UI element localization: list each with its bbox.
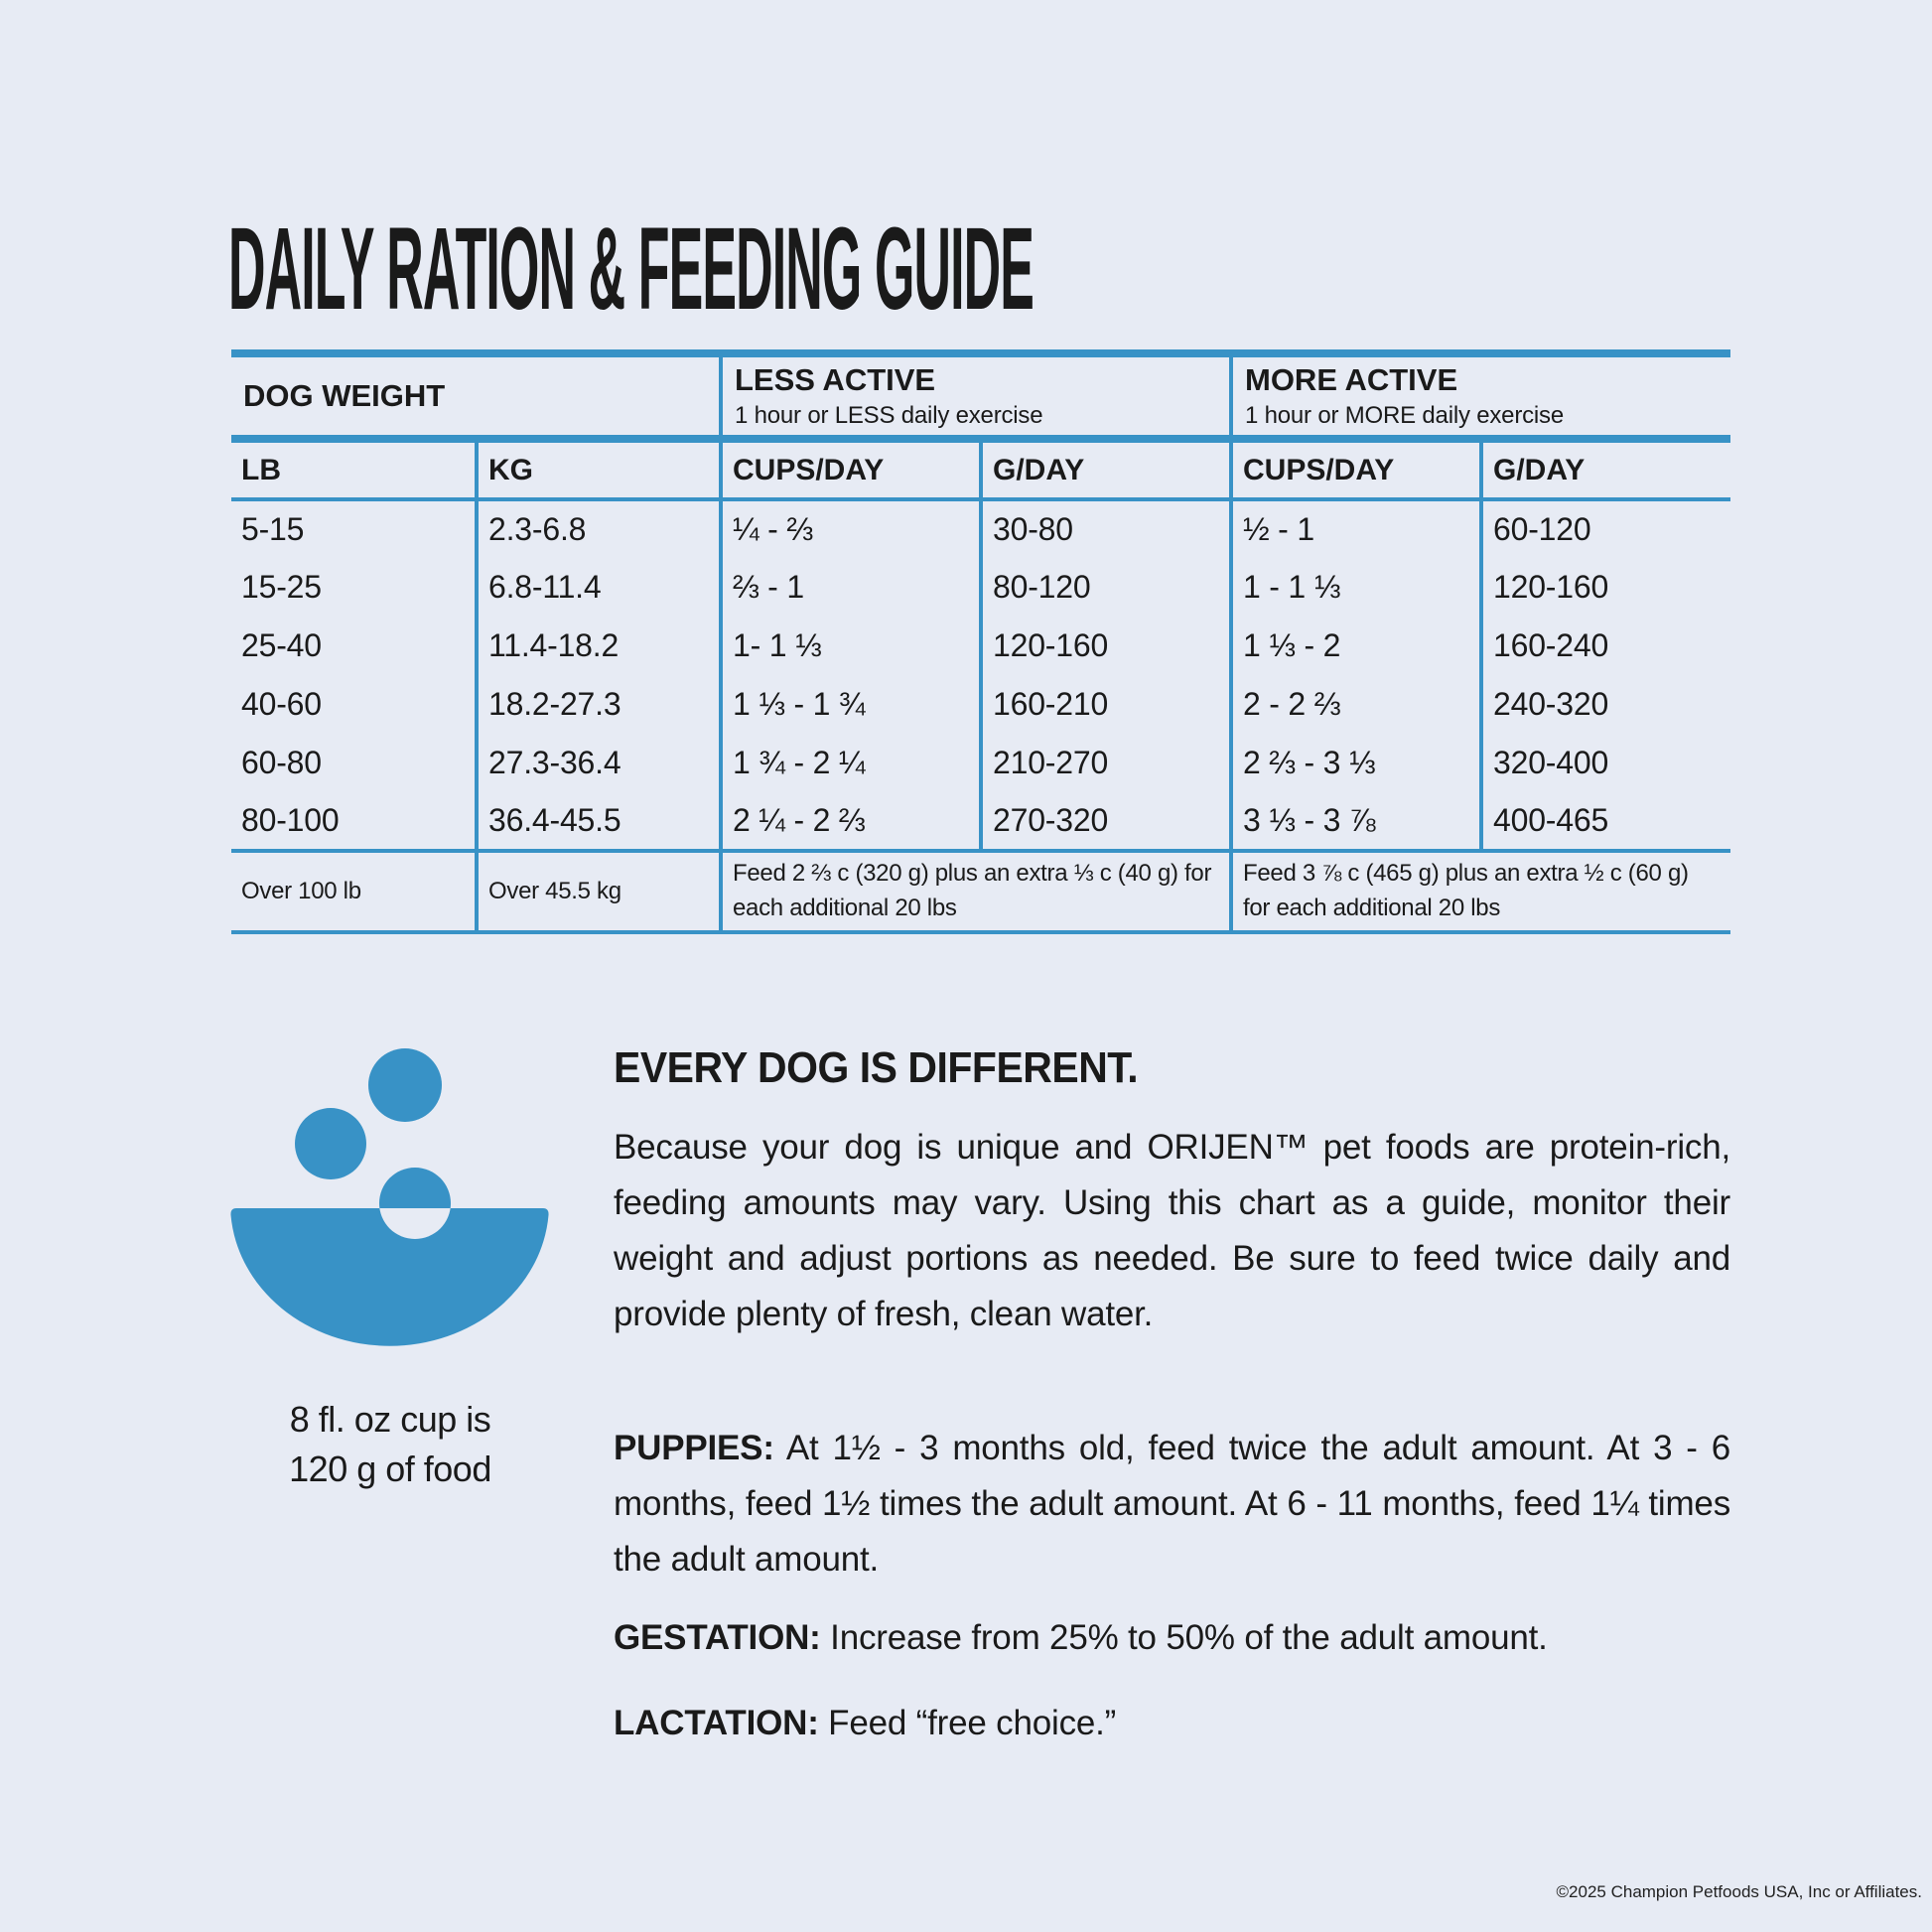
cell-more-cups: 2 - 2 ⅔ bbox=[1231, 675, 1481, 734]
cell-kg: 18.2-27.3 bbox=[477, 675, 721, 734]
cell-more-cups: 2 ⅔ - 3 ⅓ bbox=[1231, 734, 1481, 792]
cell-less-g: 120-160 bbox=[981, 617, 1231, 675]
cell-kg: 2.3-6.8 bbox=[477, 499, 721, 558]
cell-lb: 60-80 bbox=[231, 734, 477, 792]
cell-lb: 25-40 bbox=[231, 617, 477, 675]
lactation-text: Feed “free choice.” bbox=[818, 1704, 1117, 1742]
puppies-label: PUPPIES: bbox=[614, 1429, 774, 1467]
cup-note-line2: 120 g of food bbox=[289, 1449, 491, 1489]
cell-more-g: 160-240 bbox=[1493, 627, 1609, 663]
cell-more-cups: 1 ⅓ - 2 bbox=[1231, 617, 1481, 675]
table-over-row bbox=[231, 851, 1730, 932]
feeding-table bbox=[231, 349, 1730, 934]
more-active-title: MORE ACTIVE bbox=[1245, 362, 1458, 397]
cell-kg: 6.8-11.4 bbox=[477, 558, 721, 617]
gestation-note bbox=[614, 1610, 1730, 1666]
less-active-title: LESS ACTIVE bbox=[735, 362, 936, 397]
more-active-header-cell bbox=[1231, 353, 1730, 439]
cell-lb: 40-60 bbox=[231, 675, 477, 734]
col-header-more-cups: CUPS/DAY bbox=[1231, 439, 1481, 499]
puppies-text: At 1½ - 3 months old, feed twice the adult amount. At 3 - 6 months, feed 1½ times the adult amount. At 6 - 11 months, feed 1¼ times the adult amount. bbox=[614, 1429, 1730, 1579]
food-bowl-icon bbox=[226, 1044, 554, 1352]
table-column-header-row bbox=[231, 439, 1730, 499]
col-header-kg: KG bbox=[477, 439, 721, 499]
cell-more-cups: 1 - 1 ⅓ bbox=[1231, 558, 1481, 617]
cell-more-g: 320-400 bbox=[1493, 745, 1609, 780]
cell-more-cups: 3 ⅓ - 3 ⅞ bbox=[1231, 792, 1481, 851]
page-title: DAILY RATION & FEEDING GUIDE bbox=[228, 204, 1034, 335]
cell-lb: 15-25 bbox=[231, 558, 477, 617]
less-active-header-cell bbox=[721, 353, 1231, 439]
cell-less-g: 160-210 bbox=[981, 675, 1231, 734]
table-group-header-row bbox=[231, 353, 1730, 439]
cup-measure-note bbox=[207, 1395, 574, 1494]
cell-less-cups: 1 ¾ - 2 ¼ bbox=[721, 734, 981, 792]
cell-more-g: 120-160 bbox=[1493, 569, 1609, 605]
cell-more-cups: ½ - 1 bbox=[1231, 499, 1481, 558]
kibble-circle bbox=[295, 1108, 366, 1179]
cell-less-g: 30-80 bbox=[981, 499, 1231, 558]
col-header-less-cups: CUPS/DAY bbox=[721, 439, 981, 499]
cell-more-g: 240-320 bbox=[1493, 686, 1609, 722]
lactation-label: LACTATION: bbox=[614, 1704, 819, 1742]
cell-less-cups: ¼ - ⅔ bbox=[721, 499, 981, 558]
cell-more-g: 400-465 bbox=[1493, 802, 1609, 838]
cell-less-g: 210-270 bbox=[981, 734, 1231, 792]
cell-lb: 80-100 bbox=[231, 792, 477, 851]
less-active-subtitle: 1 hour or LESS daily exercise bbox=[735, 402, 1043, 429]
kibble-circle bbox=[368, 1048, 442, 1122]
cell-less-cups: 1- 1 ⅓ bbox=[721, 617, 981, 675]
info-body-paragraph: Because your dog is unique and ORIJEN™ pet foods are protein-rich, feeding amounts may vary. Using this chart as a guide, monitor their weight and adjust portions as needed. Be sure to feed twice daily and provide plenty of fresh, clean water. bbox=[614, 1128, 1730, 1333]
col-header-lb: LB bbox=[231, 439, 477, 499]
cup-note-line1: 8 fl. oz cup is bbox=[289, 1399, 491, 1440]
cell-less-cups: 2 ¼ - 2 ⅔ bbox=[721, 792, 981, 851]
cell-less-cups: ⅔ - 1 bbox=[721, 558, 981, 617]
cell-more-g: 60-120 bbox=[1493, 511, 1591, 547]
table-row bbox=[231, 499, 1730, 558]
puppies-note bbox=[614, 1421, 1730, 1587]
cell-kg: 11.4-18.2 bbox=[477, 617, 721, 675]
over-lb-cell: Over 100 lb bbox=[231, 851, 477, 932]
over-less-instructions: Feed 2 ⅔ c (320 g) plus an extra ⅓ c (40 g) for each additional 20 lbs bbox=[721, 851, 1231, 932]
dog-weight-header-cell bbox=[231, 353, 721, 439]
footer-copyright: ©2025 Champion Petfoods USA, Inc or Affiliates. bbox=[1556, 1882, 1922, 1901]
table-row bbox=[231, 558, 1730, 617]
gestation-text: Increase from 25% to 50% of the adult amount. bbox=[820, 1618, 1548, 1657]
cell-less-g: 80-120 bbox=[981, 558, 1231, 617]
bowl-shape bbox=[230, 1208, 548, 1346]
cell-less-g: 270-320 bbox=[981, 792, 1231, 851]
lactation-note bbox=[614, 1696, 1730, 1751]
dog-weight-header: DOG WEIGHT bbox=[243, 378, 446, 413]
info-heading: EVERY DOG IS DIFFERENT. bbox=[614, 1043, 1139, 1092]
more-active-subtitle: 1 hour or MORE daily exercise bbox=[1245, 402, 1564, 429]
table-row bbox=[231, 617, 1730, 675]
col-header-less-g: G/DAY bbox=[981, 439, 1231, 499]
table-row bbox=[231, 792, 1730, 851]
cell-kg: 36.4-45.5 bbox=[477, 792, 721, 851]
over-kg-cell: Over 45.5 kg bbox=[477, 851, 721, 932]
gestation-label: GESTATION: bbox=[614, 1618, 821, 1657]
cell-kg: 27.3-36.4 bbox=[477, 734, 721, 792]
over-more-instructions: Feed 3 ⅞ c (465 g) plus an extra ½ c (60 g) for each additional 20 lbs bbox=[1231, 851, 1730, 932]
cell-less-cups: 1 ⅓ - 1 ¾ bbox=[721, 675, 981, 734]
col-header-more-g: G/DAY bbox=[1481, 439, 1730, 499]
table-row bbox=[231, 734, 1730, 792]
cell-lb: 5-15 bbox=[231, 499, 477, 558]
table-row bbox=[231, 675, 1730, 734]
